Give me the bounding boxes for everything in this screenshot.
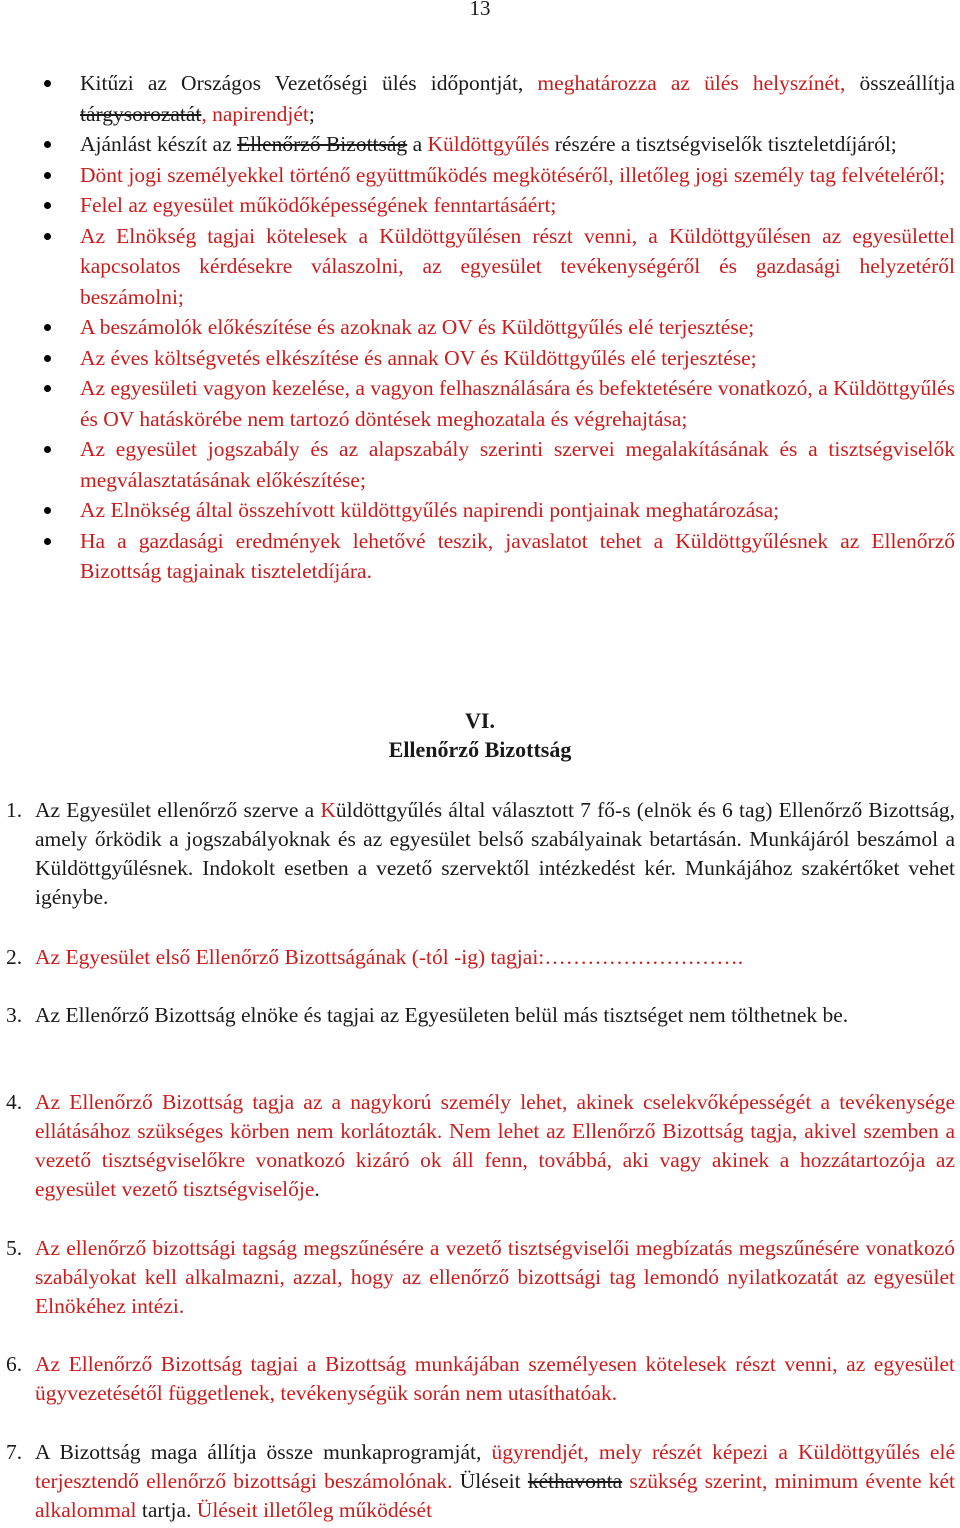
- bullet-dot-icon: [44, 202, 51, 209]
- bullet-item: [80, 526, 955, 587]
- bullet-item: [80, 221, 955, 313]
- body-text: a: [407, 132, 428, 156]
- amended-text: ügyrendjét, mely részét képezi a Küldöttgyűlés elé terjesztendő ellenőrző bizottsági beszámolónak.: [35, 1440, 955, 1493]
- amended-text: meghatározza az ülés helyszínét,: [537, 71, 846, 95]
- amended-text: Az Ellenőrző Bizottság tagjai a Bizottság munkájában személyesen kötelesek részt venni, az egyesület ügyvezetésétől függetlenek, tevékenységük során nem utasíthatóak.: [35, 1352, 955, 1405]
- bullet-dot-icon: [44, 80, 51, 87]
- bullet-item: [80, 129, 955, 160]
- paragraph-number: 6.: [6, 1352, 23, 1376]
- amended-text: Az egyesület jogszabály és az alapszabály szerinti szervei megalakításának és a tisztségviselők megválasztatásának előkészítése;: [80, 437, 955, 492]
- numbered-paragraph: [6, 1234, 955, 1321]
- numbered-paragraph: [6, 1438, 956, 1525]
- page-number: 13: [469, 0, 491, 20]
- body-text: Az Ellenőrző Bizottság elnöke és tagjai az Egyesületen belül más tisztséget nem tölthetnek be.: [35, 1003, 849, 1027]
- struck-text: Ellenőrző Bizottság: [237, 132, 408, 156]
- bullet-item: [80, 343, 955, 374]
- amended-text: Küldöttgyűlés: [427, 132, 550, 156]
- paragraph-number: 4.: [6, 1090, 23, 1114]
- bullet-dot-icon: [44, 324, 51, 331]
- body-text: Az Egyesület ellenőrző szerve a: [35, 798, 321, 822]
- body-text: .: [314, 1177, 320, 1201]
- bullet-item: [80, 495, 955, 526]
- paragraph-number: 7.: [6, 1440, 23, 1464]
- body-text: részére a tisztségviselők tiszteletdíjáról;: [549, 132, 897, 156]
- numbered-paragraph: [6, 1088, 955, 1204]
- amended-text: Az Egyesület első Ellenőrző Bizottságának (-tól -ig) tagjai:……………………….: [35, 945, 744, 969]
- bullet-dot-icon: [44, 446, 51, 453]
- body-text: ;: [308, 101, 315, 126]
- bullet-item: [80, 68, 955, 129]
- amended-text: Ha a gazdasági eredmények lehetővé teszik, javaslatot tehet a Küldöttgyűlésnek az Ellenőrző Bizottság tagjainak tiszteletdíjára.: [80, 528, 955, 583]
- bullet-dot-icon: [44, 507, 51, 514]
- amended-text: Az Elnökség által összehívott küldöttgyűlés napirendi pontjainak meghatározása;: [80, 498, 780, 522]
- amended-text: Az Ellenőrző Bizottság tagja az a nagykorú személy lehet, akinek cselekvőképességét a tevékenysége ellátásához szükséges körben nem korlátozták. Nem lehet az Ellenőrző Bizottság tagja, akivel szemben a vezető tisztségviselőkre vonatkozó kizáró ok áll fenn, továbbá, aki vagy akinek a hozzátartozója az egyesület vezető tisztségviselője: [35, 1090, 955, 1201]
- amended-text: Dönt jogi személyekkel történő együttműködés megkötéséről, illetőleg jogi személy tag felvételéről;: [80, 162, 946, 187]
- struck-text: tárgysorozatát: [80, 101, 202, 126]
- bullet-item: [80, 160, 955, 191]
- amended-text: szükség szerint, minimum évente két alkalommal: [35, 1469, 956, 1522]
- bullet-list: [80, 68, 955, 587]
- paragraph-number: 2.: [6, 945, 23, 969]
- body-text: összeállítja: [845, 71, 956, 95]
- body-text: Üléseit: [452, 1469, 528, 1493]
- amended-text: A beszámolók előkészítése és azoknak az OV és Küldöttgyűlés elé terjesztése;: [80, 315, 755, 339]
- body-text: Ajánlást készít az: [80, 132, 238, 156]
- amended-text: Az egyesületi vagyon kezelése, a vagyon felhasználására és befektetésére vonatkozó, a Küldöttgyűlés és OV hatáskörébe nem tartozó döntések meghozatala és végrehajtása;: [80, 376, 955, 431]
- amended-text: Az éves költségvetés elkészítése és annak OV és Küldöttgyűlés elé terjesztése;: [80, 345, 757, 370]
- struck-text: kéthavonta: [527, 1469, 623, 1493]
- paragraph-number: 3.: [6, 1003, 23, 1027]
- amended-text: Üléseit illetőleg működését: [196, 1498, 433, 1522]
- bullet-dot-icon: [44, 355, 51, 362]
- body-text: Kitűzi az Országos Vezetőségi ülés időpontját,: [80, 71, 538, 95]
- section-title: Ellenőrző Bizottság: [388, 737, 572, 762]
- body-text: tartja.: [136, 1498, 197, 1522]
- bullet-item: [80, 373, 955, 434]
- numbered-paragraph: [6, 943, 955, 972]
- amended-text: , napirendjét: [201, 101, 309, 126]
- numbered-paragraph: [6, 796, 955, 912]
- bullet-dot-icon: [44, 233, 51, 240]
- body-text: A Bizottság maga állítja össze munkaprogramját,: [35, 1440, 492, 1464]
- paragraph-number: 5.: [6, 1236, 23, 1260]
- bullet-item: [80, 190, 955, 221]
- bullet-dot-icon: [44, 141, 51, 148]
- bullet-item: [80, 434, 955, 495]
- amended-text: Az ellenőrző bizottsági tagság megszűnésére a vezető tisztségviselői megbízatás megszűnésére vonatkozó szabályokat kell alkalmazni, azzal, hogy az ellenőrző bizottsági tag lemondó nyilatkozatát az egyesület Elnökéhez intézi.: [35, 1236, 955, 1318]
- amended-text: Felel az egyesület működőképességének fenntartásáért;: [80, 193, 557, 217]
- paragraph-number: 1.: [6, 798, 23, 822]
- body-text: üldöttgyűlés által választott 7 fő-s (elnök és 6 tag) Ellenőrző Bizottság, amely őrködik a jogszabályoknak és az egyesület belső szabályainak betartásán. Munkájáról beszámol a Küldöttgyűlésnek. Indokolt esetben a vezető szervektől intézkedést kér. Munkájához szakértőket vehet igénybe.: [35, 798, 955, 909]
- numbered-paragraph: [6, 1001, 955, 1030]
- section-number: VI.: [465, 708, 495, 733]
- bullet-item: [80, 312, 955, 343]
- bullet-dot-icon: [44, 538, 51, 545]
- numbered-paragraph: [6, 1350, 955, 1408]
- bullet-dot-icon: [44, 172, 51, 179]
- bullet-dot-icon: [44, 385, 51, 392]
- amended-text: K: [320, 798, 336, 822]
- amended-text: Az Elnökség tagjai kötelesek a Küldöttgyűlésen részt venni, a Küldöttgyűlésen az egyesülettel kapcsolatos kérdésekre válaszolni, az egyesület tevékenységéről és gazdasági helyzetéről beszámolni;: [80, 223, 955, 309]
